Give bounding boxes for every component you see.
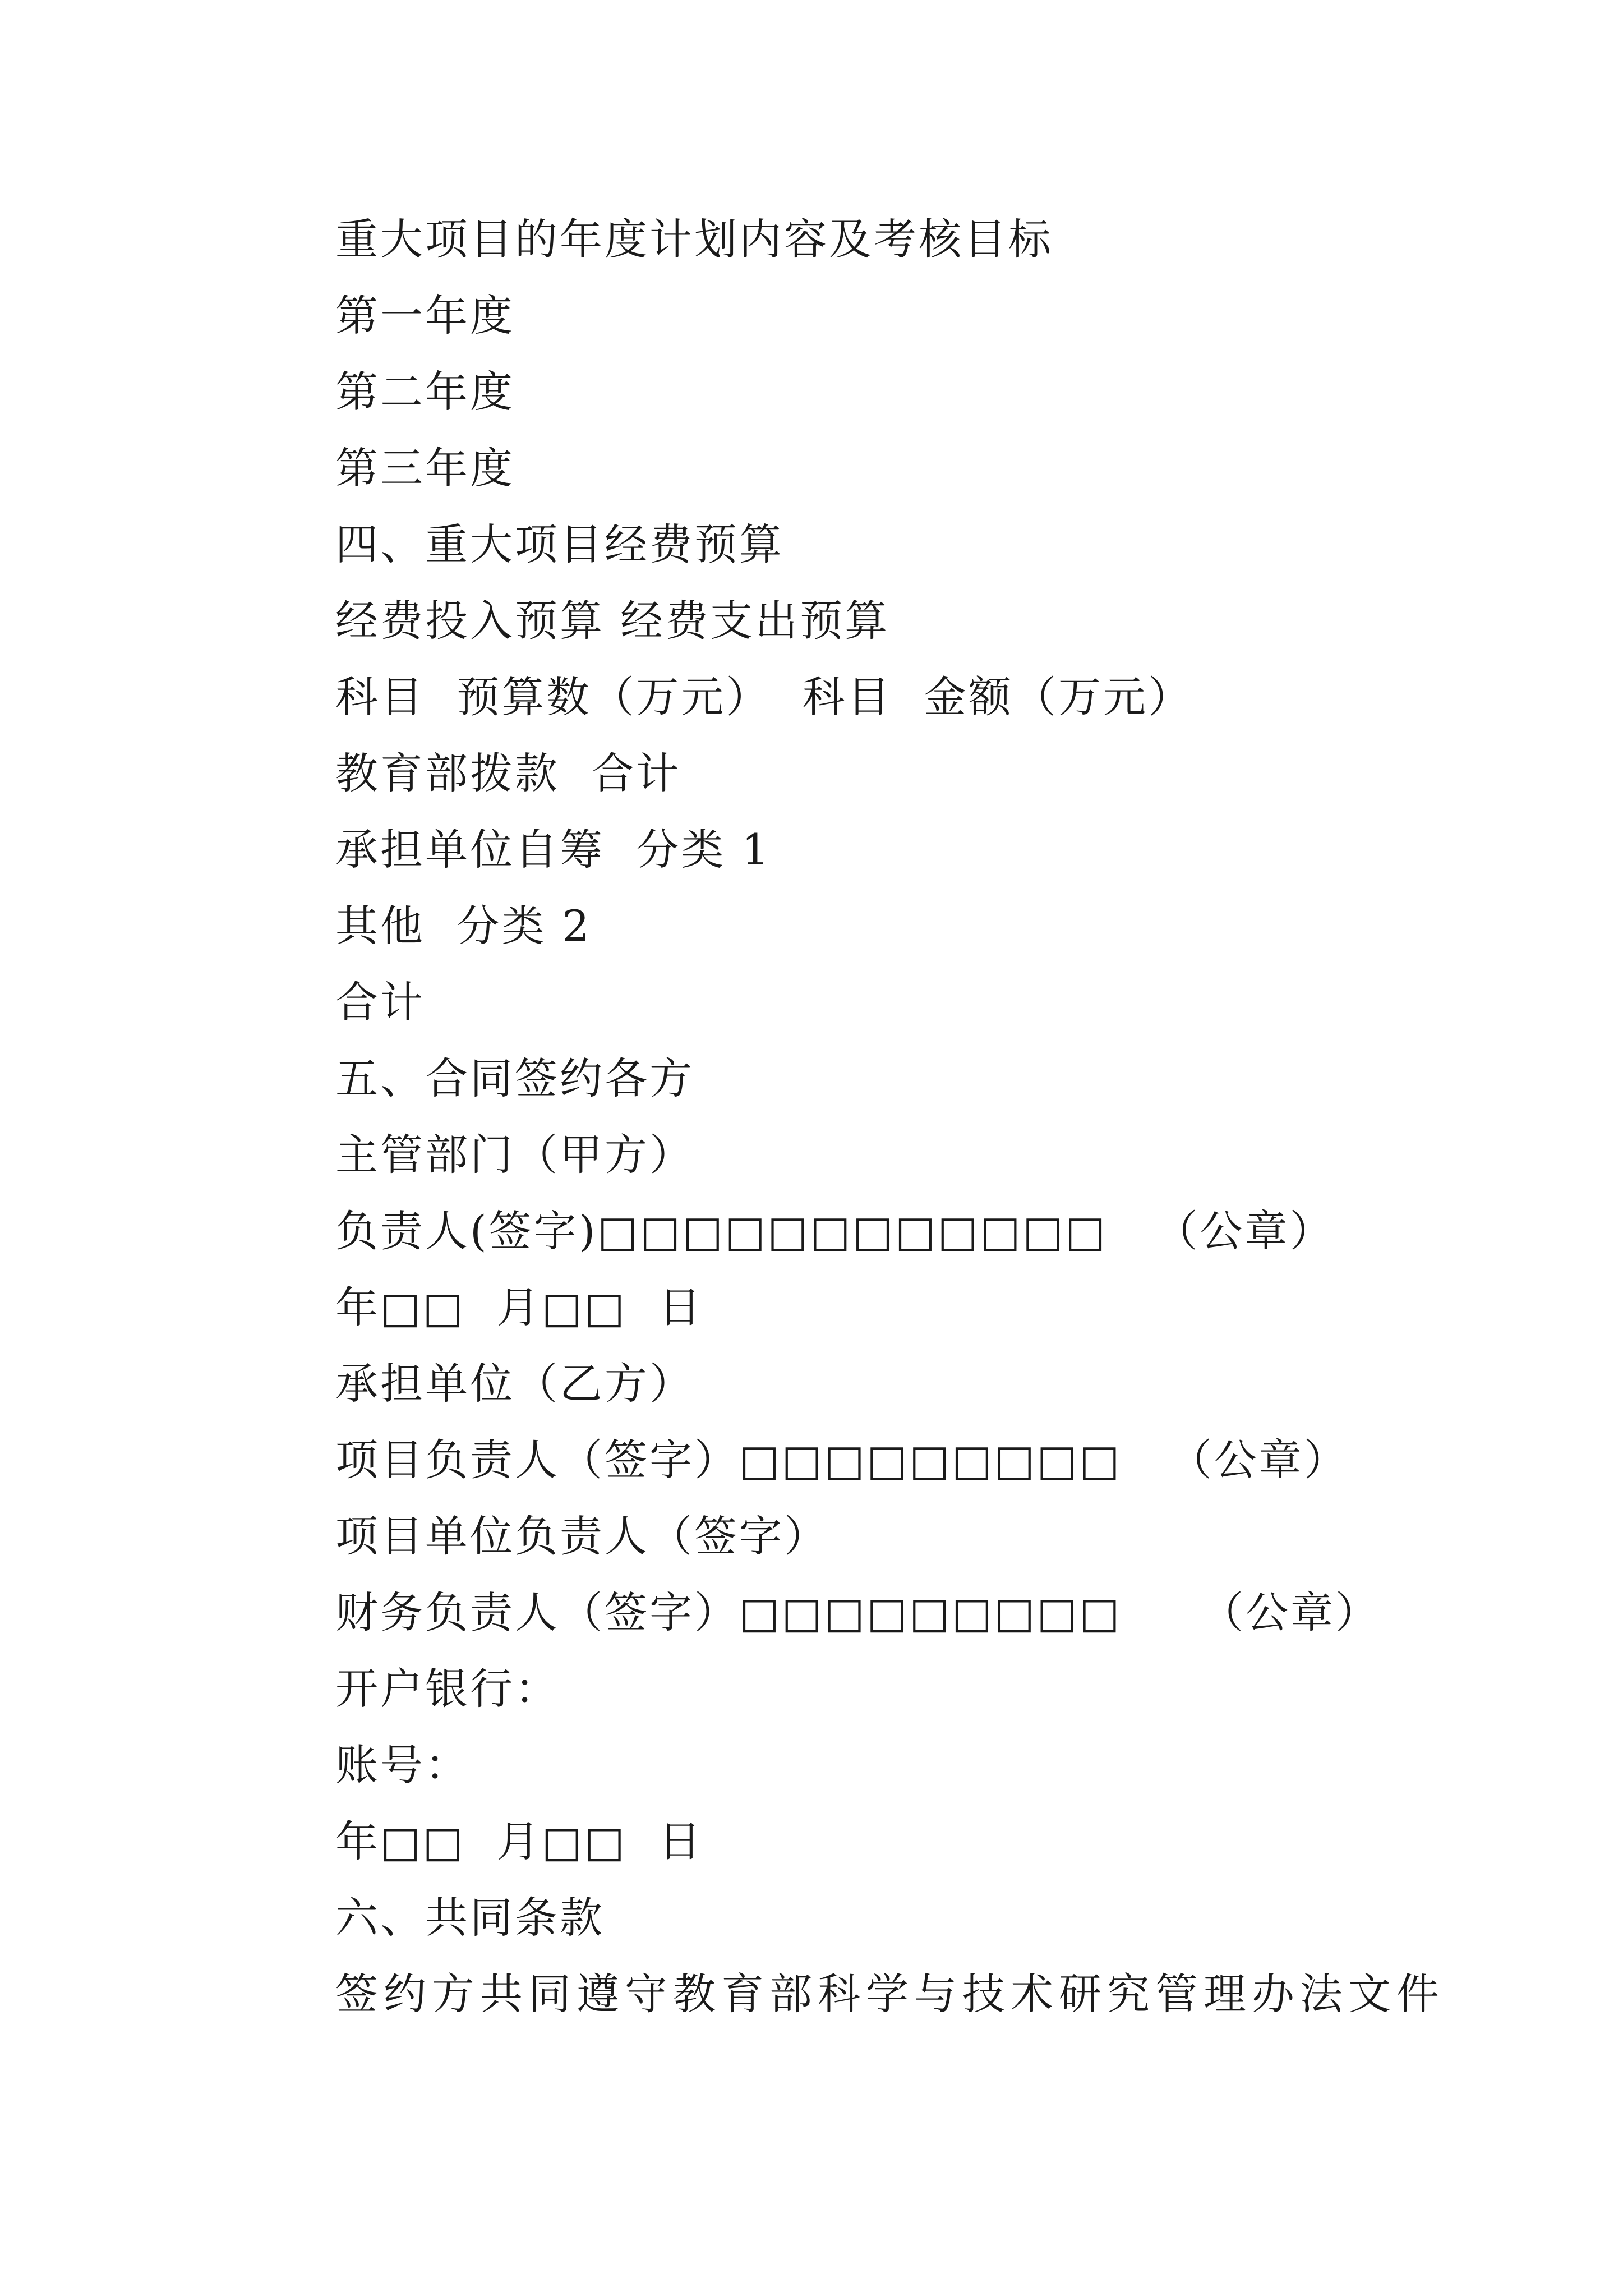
text-year-one: 第一年度 bbox=[335, 291, 515, 341]
text-budget-row-other: 其他 分类 2 bbox=[335, 901, 592, 951]
text-budget-row-ministry: 教育部拨款 合计 bbox=[335, 748, 681, 798]
section-heading-budget: 四、重大项目经费预算 bbox=[335, 519, 784, 569]
text-party-a-date: 年□□ 月□□ 日 bbox=[335, 1282, 703, 1332]
text-year-three: 第三年度 bbox=[335, 443, 515, 493]
text-finance-lead-signature: 财务负责人（签字）□□□□□□□□□ （公章） bbox=[335, 1588, 1381, 1637]
text-account: 账号： bbox=[335, 1740, 470, 1790]
text-party-b: 承担单位（乙方） bbox=[335, 1359, 694, 1409]
text-party-a: 主管部门（甲方） bbox=[335, 1130, 694, 1180]
text-budget-row-total: 合计 bbox=[335, 977, 425, 1027]
text-project-lead-signature: 项目负责人（签字）□□□□□□□□□ （公章） bbox=[335, 1435, 1349, 1485]
heading-annual-plan: 重大项目的年度计划内容及考核目标 bbox=[335, 214, 1053, 264]
text-bank: 开户银行： bbox=[335, 1664, 560, 1714]
text-unit-lead-signature: 项目单位负责人（签字） bbox=[335, 1511, 829, 1561]
text-budget-row-self-raised: 承担单位自筹 分类 1 bbox=[335, 825, 771, 875]
section-heading-parties: 五、合同签约各方 bbox=[335, 1053, 694, 1103]
text-common-terms-body: 签约方共同遵守教育部科学与技术研究管理办法文件 bbox=[335, 1969, 1445, 2019]
text-party-a-signature: 负责人(签字)□□□□□□□□□□□□ （公章） bbox=[335, 1206, 1335, 1256]
text-party-b-date: 年□□ 月□□ 日 bbox=[335, 1816, 703, 1866]
text-year-two: 第二年度 bbox=[335, 367, 515, 417]
text-budget-types: 经费投入预算 经费支出预算 bbox=[335, 596, 890, 646]
text-budget-columns: 科目 预算数（万元） 科目 金额（万元） bbox=[335, 672, 1193, 722]
section-heading-common-terms: 六、共同条款 bbox=[335, 1893, 605, 1943]
